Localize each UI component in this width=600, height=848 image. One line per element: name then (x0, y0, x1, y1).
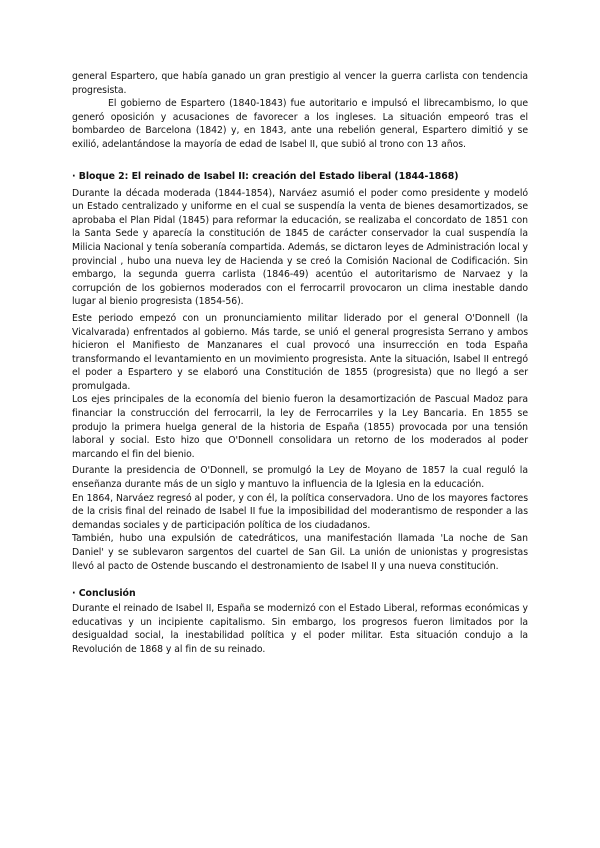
paragraph-noche-san-daniel: También, hubo una expulsión de catedráticos, una manifestación llamada 'La noche de San Daniel' y se sublevaron sargentos del cuartel de San Gil. La unión de unionistas y progresistas llevó al pacto de Ostende buscando el destronamiento de Isabel II y una nueva constitución. (72, 533, 528, 572)
paragraph-presidencia-odonnell: Durante la presidencia de O'Donnell, se promulgó la Ley de Moyano de 1857 la cual reguló la enseñanza durante más de un siglo y mantuvo la influencia de la Iglesia en la educación. (72, 465, 528, 491)
paragraph-gobierno-espartero: El gobierno de Espartero (1840-1843) fue autoritario e impulsó el librecambismo, lo que generó oposición y acusaciones de favorecer a los ingleses. La situación empeoró tras el bombardeo de Barcelona (1842) y, en 1843, ante una rebelión general, Espartero dimitió y se exilió, adelantándose la mayoría de edad de Isabel II, que subió al trono con 13 años. (72, 98, 528, 150)
paragraph-narvaez-1864: En 1864, Narváez regresó al poder, y con él, la política conservadora. Uno de los mayores factores de la crisis final del reinado de Isabel II fue la imposibilidad del moderantismo de responder a las demandas sociales y de participación política de los ciudadanos. (72, 492, 528, 531)
paragraph-economia-bienio: Los ejes principales de la economía del bienio fueron la desamortización de Pascual Madoz para financiar la construcción del ferrocarril, la ley de Ferrocarriles y la Ley Bancaria. En 1855 se produjo la primera huelga general de la historia de España (1855) provocada por una tensión laboral y social. Esto hizo que O'Donnell consolidara un retorno de los moderados al poder marcando el fin del bienio. (72, 394, 528, 460)
paragraph-decada-moderada: Durante la década moderada (1844-1854), Narváez asumió el poder como presidente y modeló un Estado centralizado y uniforme en el cual se suspendía la venta de bienes desamortizados, se aprobaba el Plan Pidal (1845) para reformar la educación, se realizaba el concordato de 1851 con la Santa Sede y aparecía la constitución de 1845 de carácter conservador la cual suspendía la Milicia Nacional y tenía soberanía compartida. Además, se dictaron leyes de Administración local y provincial , hubo una nueva ley de Hacienda y se creó la Comisión Nacional de Codificación. Sin embargo, la segunda guerra carlista (1846-49) acentúo el autoritarismo de Narvaez y la corrupción de los gobiernos moderados con el ferrocarril provocaron un clima inestable dando lugar al bienio progresista (1854-56). (72, 187, 528, 308)
section-heading-conclusion: · Conclusión (72, 588, 136, 600)
section-heading-bloque-2: · Bloque 2: El reinado de Isabel II: creación del Estado liberal (1844-1868) (72, 170, 459, 182)
paragraph-conclusion: Durante el reinado de Isabel II, España se modernizó con el Estado Liberal, reformas económicas y educativas y un incipiente capitalismo. Sin embargo, los progresos fueron limitados por la desigualdad social, la inestabilidad política y el poder militar. Esta situación condujo a la Revolución de 1868 y al fin de su reinado. (72, 603, 528, 655)
paragraph-espartero-intro: general Espartero, que había ganado un gran prestigio al vencer la guerra carlista con tendencia progresista. (72, 71, 528, 96)
paragraph-bienio-progresista: Este periodo empezó con un pronunciamiento militar liderado por el general O'Donnell (la Vicalvarada) enfrentados al gobierno. Más tarde, se unió el general progresista Serrano y ambos hicieron el Manifiesto de Manzanares el cual provocó una insurrección en toda España transformando el levantamiento en un movimiento progresista. Ante la situación, Isabel II entregó el poder a Espartero y se elaboró una Constitución de 1855 (progresista) que no llegó a ser promulgada. (72, 312, 528, 392)
